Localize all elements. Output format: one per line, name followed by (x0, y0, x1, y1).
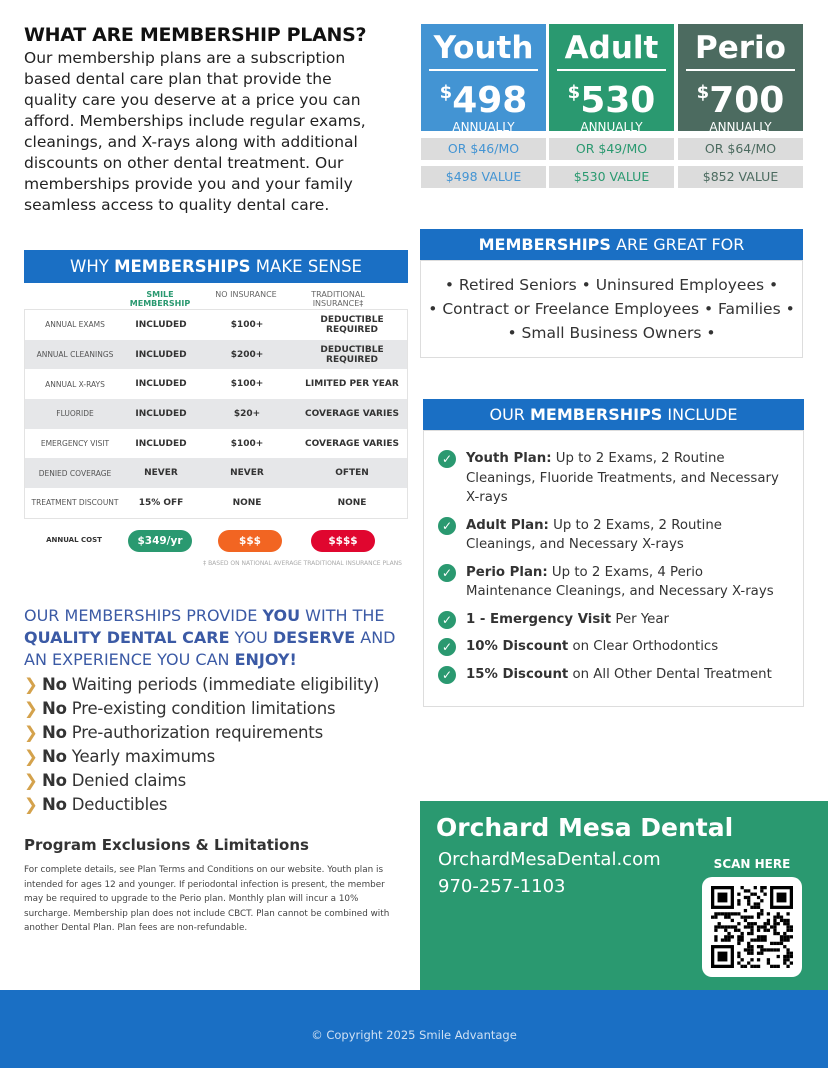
exclusions-text: For complete details, see Plan Terms and Conditions on our website. Youth plan is intended for ages 12 and younger. If periodontal infection is present, the member may be required to upgrade to the Perio plan. Monthly plan will incur a 10% surcharge. Membership plan does not include CBCT. Plan cannot be combined with another Dental Plan. Plan fees are non-refundable. (24, 865, 390, 933)
currency: $ (567, 82, 581, 103)
table-cell: NEVER (230, 468, 264, 479)
check-icon: ✓ (438, 564, 456, 582)
scan-label: SCAN HERE (713, 857, 791, 871)
annual-cost-label: ANNUAL COST (46, 536, 102, 544)
chevron-right-icon: ❯ (24, 771, 38, 790)
plan-youth (421, 24, 546, 134)
table-cell: EMERGENCY VISIT (40, 439, 110, 449)
benefit-item: ❯ No Pre-existing condition limitations (24, 697, 408, 721)
phone-number[interactable]: 970-257-1103 (438, 876, 566, 897)
table-row (25, 369, 407, 399)
table-cell: $100+ (230, 438, 264, 449)
intro-text: Our membership plans are a subscription based dental care plan that provide the quality care you deserve at a price you can afford. Memberships include regular exams, cleanings, and X-rays along with additional discounts on other dental treatment. Our memberships provide you and your family seamless access to quality dental care. (24, 49, 366, 214)
table-cell: FLUORIDE (56, 409, 94, 419)
column-header: TRADITIONAL INSURANCE‡ (311, 290, 365, 308)
comparison-table (24, 309, 408, 519)
table-cell: NONE (337, 497, 367, 508)
plan-monthly: OR $49/MO (549, 138, 674, 160)
website-link[interactable]: OrchardMesaDental.com (438, 849, 661, 870)
why-title: WHY MEMBERSHIPS MAKE SENSE (24, 250, 408, 283)
cost-membership: $349/yr (128, 530, 192, 552)
include-item: ✓ Perio Plan: Up to 2 Exams, 4 Perio Maintenance Cleanings, and Necessary X-rays (438, 563, 789, 602)
table-cell: 15% OFF (138, 497, 184, 508)
plan-monthly: OR $46/MO (421, 138, 546, 160)
table-row (25, 488, 407, 518)
currency: $ (439, 82, 453, 103)
table-cell: DENIED COVERAGE (38, 468, 112, 478)
plan-monthly: OR $64/MO (678, 138, 803, 160)
table-cell: NONE (232, 497, 262, 508)
table-cell: DEDUCTIBLE REQUIRED (320, 314, 384, 335)
table-cell: COVERAGE VARIES (305, 408, 399, 419)
chevron-right-icon: ❯ (24, 795, 38, 814)
include-item: ✓ 15% Discount on All Other Dental Treatment (438, 665, 789, 685)
plan-name: Youth (433, 30, 534, 66)
benefit-item: ❯ No Yearly maximums (24, 745, 408, 769)
great-for-title: MEMBERSHIPS ARE GREAT FOR (420, 229, 803, 260)
table-cell: INCLUDED (135, 408, 187, 419)
include-title: OUR MEMBERSHIPS INCLUDE (423, 399, 804, 430)
table-row (25, 458, 407, 488)
plan-name: Perio (695, 30, 786, 66)
table-cell: OFTEN (335, 468, 369, 479)
table-cell: INCLUDED (135, 379, 187, 390)
check-icon: ✓ (438, 517, 456, 535)
great-for-line: • Contract or Freelance Employees • Families • (428, 300, 795, 318)
check-icon: ✓ (438, 638, 456, 656)
table-cell: ANNUAL X-RAYS (45, 379, 105, 389)
table-cell: ANNUAL EXAMS (45, 320, 105, 330)
plan-value: $498 VALUE (421, 166, 546, 188)
qr-code-icon (711, 886, 793, 968)
exclusions-title: Program Exclusions & Limitations (24, 836, 309, 854)
chevron-right-icon: ❯ (24, 699, 38, 718)
practice-name: Orchard Mesa Dental (436, 813, 734, 842)
table-row (25, 429, 407, 459)
currency: $ (696, 82, 710, 103)
plan-name: Adult (564, 30, 659, 66)
plan-period: ANNUALLY (580, 120, 643, 134)
plan-price: 700 (709, 80, 785, 121)
table-cell: LIMITED PER YEAR (305, 379, 399, 390)
table-cell: $100+ (230, 319, 264, 330)
check-icon: ✓ (438, 450, 456, 468)
include-item: ✓ 1 - Emergency Visit Per Year (438, 610, 789, 630)
great-for-line: • Retired Seniors • Uninsured Employees • (444, 276, 779, 294)
check-icon: ✓ (438, 611, 456, 629)
copyright: © Copyright 2025 Smile Advantage (311, 1028, 517, 1042)
table-cell: INCLUDED (135, 319, 187, 330)
table-cell: $20+ (233, 408, 261, 419)
check-icon: ✓ (438, 666, 456, 684)
benefits-list (24, 673, 408, 817)
plan-period: ANNUALLY (709, 120, 772, 134)
chevron-right-icon: ❯ (24, 747, 38, 766)
table-cell: DEDUCTIBLE REQUIRED (320, 344, 384, 365)
table-cell: $100+ (230, 379, 264, 390)
qr-code[interactable] (702, 877, 802, 977)
table-row (25, 399, 407, 429)
contact-panel (420, 801, 828, 990)
table-cell: INCLUDED (135, 438, 187, 449)
include-item: ✓ 10% Discount on Clear Orthodontics (438, 637, 789, 657)
table-cell: INCLUDED (135, 349, 187, 360)
include-item: ✓ Youth Plan: Up to 2 Exams, 2 Routine Cleanings, Fluoride Treatments, and Necessary X-rays (438, 449, 789, 508)
plan-perio (678, 24, 803, 134)
table-row (25, 340, 407, 370)
benefit-item: ❯ No Deductibles (24, 793, 408, 817)
benefit-item: ❯ No Waiting periods (immediate eligibility) (24, 673, 408, 697)
table-cell: TREATMENT DISCOUNT (31, 498, 119, 508)
great-for-list (420, 260, 803, 358)
column-header: NO INSURANCE (215, 290, 277, 299)
table-footnote: ‡ BASED ON NATIONAL AVERAGE TRADITIONAL INSURANCE PLANS (203, 560, 402, 567)
left-column (24, 605, 408, 936)
plan-period: ANNUALLY (452, 120, 515, 134)
table-row (25, 310, 407, 340)
benefit-item: ❯ No Denied claims (24, 769, 408, 793)
great-for-line: • Small Business Owners • (507, 324, 716, 342)
plan-adult (549, 24, 674, 134)
include-list (423, 430, 804, 707)
cost-no-insurance: $$$ (218, 530, 282, 552)
table-cell: NEVER (144, 468, 178, 479)
column-header: SMILE MEMBERSHIP (129, 290, 191, 308)
chevron-right-icon: ❯ (24, 723, 38, 742)
footer (0, 990, 828, 1068)
cost-traditional: $$$$ (311, 530, 375, 552)
plan-value: $852 VALUE (678, 166, 803, 188)
plan-price: 498 (452, 80, 528, 121)
benefit-item: ❯ No Pre-authorization requirements (24, 721, 408, 745)
provide-heading: OUR MEMBERSHIPS PROVIDE YOU WITH THE QUALITY DENTAL CARE YOU DESERVE AND AN EXPERIENCE YOU CAN ENJOY! (24, 606, 396, 669)
plan-price: 530 (580, 80, 656, 121)
table-cell: COVERAGE VARIES (305, 438, 399, 449)
chevron-right-icon: ❯ (24, 675, 38, 694)
table-cell: ANNUAL CLEANINGS (36, 350, 114, 360)
table-cell: $200+ (230, 349, 264, 360)
intro-title: WHAT ARE MEMBERSHIP PLANS? (24, 24, 367, 46)
include-item: ✓ Adult Plan: Up to 2 Exams, 2 Routine Cleanings, and Necessary X-rays (438, 516, 789, 555)
plan-value: $530 VALUE (549, 166, 674, 188)
